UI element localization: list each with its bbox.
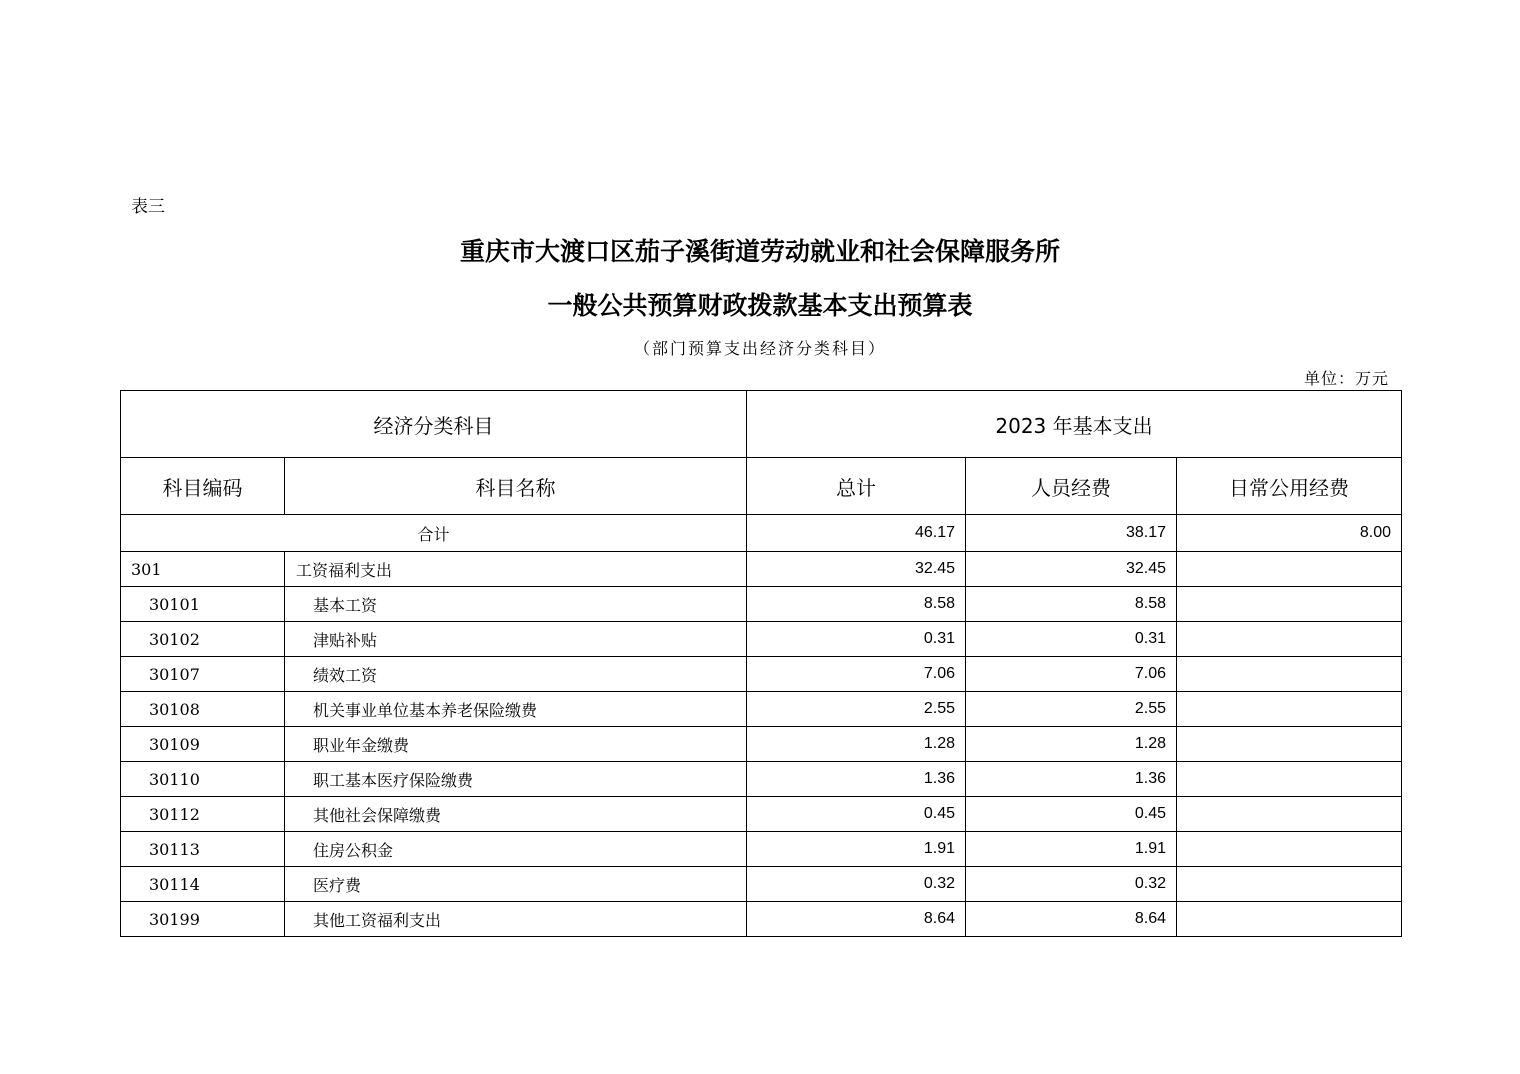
column-header-name: 科目名称 xyxy=(285,458,747,515)
page-title: 重庆市大渡口区茄子溪街道劳动就业和社会保障服务所 xyxy=(459,237,1060,266)
row-name: 绩效工资 xyxy=(285,657,747,692)
column-header-personnel: 人员经费 xyxy=(966,458,1177,515)
row-code: 30109 xyxy=(121,727,285,762)
column-header-row xyxy=(121,458,1402,515)
row-name: 其他工资福利支出 xyxy=(285,902,747,937)
row-personnel: 7.06 xyxy=(966,657,1177,692)
row-personnel: 1.36 xyxy=(966,762,1177,797)
budget-table xyxy=(120,390,1402,937)
row-public xyxy=(1177,692,1402,727)
table-row xyxy=(121,902,1402,937)
row-code: 30108 xyxy=(121,692,285,727)
row-personnel: 0.31 xyxy=(966,622,1177,657)
row-personnel: 2.55 xyxy=(966,692,1177,727)
total-public-value: 8.00 xyxy=(1177,515,1402,552)
row-personnel: 8.64 xyxy=(966,902,1177,937)
row-total: 7.06 xyxy=(747,657,966,692)
row-personnel: 0.32 xyxy=(966,867,1177,902)
row-total: 0.31 xyxy=(747,622,966,657)
group-header-row xyxy=(121,391,1402,458)
row-name: 津贴补贴 xyxy=(285,622,747,657)
row-public xyxy=(1177,902,1402,937)
row-personnel: 1.28 xyxy=(966,727,1177,762)
row-total: 1.36 xyxy=(747,762,966,797)
total-value: 46.17 xyxy=(747,515,966,552)
row-total: 0.45 xyxy=(747,797,966,832)
row-name: 医疗费 xyxy=(285,867,747,902)
column-header-public: 日常公用经费 xyxy=(1177,458,1402,515)
row-public xyxy=(1177,867,1402,902)
row-public xyxy=(1177,727,1402,762)
total-row xyxy=(121,515,1402,552)
row-public xyxy=(1177,762,1402,797)
row-code: 30113 xyxy=(121,832,285,867)
row-public xyxy=(1177,797,1402,832)
row-personnel: 8.58 xyxy=(966,587,1177,622)
row-public xyxy=(1177,657,1402,692)
table-label: 表三 xyxy=(131,197,165,217)
column-header-code: 科目编码 xyxy=(121,458,285,515)
row-total: 0.32 xyxy=(747,867,966,902)
classification-note: （部门预算支出经济分类科目） xyxy=(633,339,886,358)
row-total: 8.58 xyxy=(747,587,966,622)
table-row xyxy=(121,727,1402,762)
row-total: 2.55 xyxy=(747,692,966,727)
row-personnel: 32.45 xyxy=(966,552,1177,587)
row-total: 1.91 xyxy=(747,832,966,867)
row-public xyxy=(1177,552,1402,587)
table-row xyxy=(121,692,1402,727)
row-name: 职工基本医疗保险缴费 xyxy=(285,762,747,797)
row-name: 机关事业单位基本养老保险缴费 xyxy=(285,692,747,727)
page-subtitle-title: 一般公共预算财政拨款基本支出预算表 xyxy=(547,291,973,320)
group-header-economic-class: 经济分类科目 xyxy=(121,391,747,458)
row-code: 30199 xyxy=(121,902,285,937)
row-name: 其他社会保障缴费 xyxy=(285,797,747,832)
row-total: 32.45 xyxy=(747,552,966,587)
table-row xyxy=(121,587,1402,622)
row-personnel: 0.45 xyxy=(966,797,1177,832)
table-row xyxy=(121,657,1402,692)
table-row xyxy=(121,797,1402,832)
row-public xyxy=(1177,587,1402,622)
row-name: 职业年金缴费 xyxy=(285,727,747,762)
table-row xyxy=(121,762,1402,797)
table-row xyxy=(121,867,1402,902)
row-code: 30114 xyxy=(121,867,285,902)
row-total: 1.28 xyxy=(747,727,966,762)
row-public xyxy=(1177,832,1402,867)
total-label: 合计 xyxy=(121,515,747,552)
table-row xyxy=(121,832,1402,867)
row-code: 30112 xyxy=(121,797,285,832)
total-personnel-value: 38.17 xyxy=(966,515,1177,552)
row-code: 301 xyxy=(121,552,285,587)
group-header-basic-expenditure: 2023 年基本支出 xyxy=(747,391,1402,458)
row-name: 基本工资 xyxy=(285,587,747,622)
row-code: 30102 xyxy=(121,622,285,657)
table-row xyxy=(121,622,1402,657)
row-personnel: 1.91 xyxy=(966,832,1177,867)
row-name: 工资福利支出 xyxy=(285,552,747,587)
unit-label: 单位：万元 xyxy=(1303,369,1389,388)
column-header-total: 总计 xyxy=(747,458,966,515)
row-public xyxy=(1177,622,1402,657)
row-code: 30101 xyxy=(121,587,285,622)
row-name: 住房公积金 xyxy=(285,832,747,867)
table-row xyxy=(121,552,1402,587)
row-code: 30110 xyxy=(121,762,285,797)
row-total: 8.64 xyxy=(747,902,966,937)
row-code: 30107 xyxy=(121,657,285,692)
